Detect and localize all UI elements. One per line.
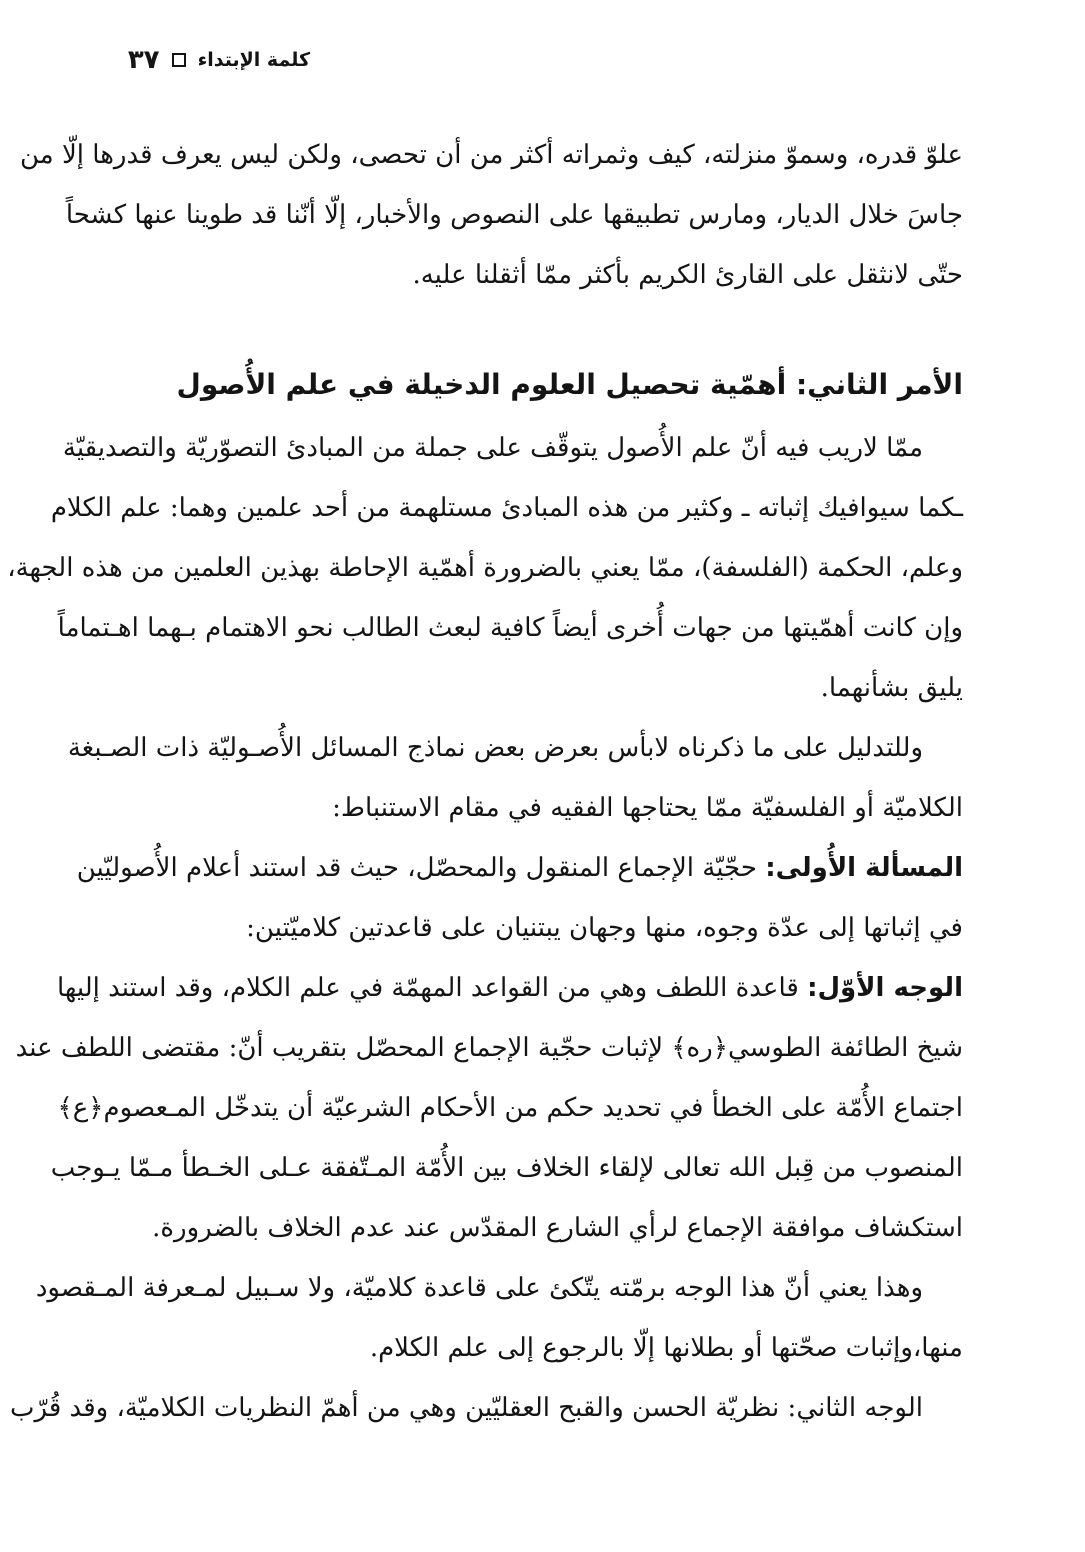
text-line: الكلاميّة أو الفلسفيّة ممّا يحتاجها الفقيه في مقام الاستنباط: [332, 793, 963, 823]
issue-one-term: المسألة الأُولى: [765, 853, 963, 883]
text-line: منها،وإثبات صحّتها أو بطلانها إلّا بالرجوع إلى علم الكلام. [369, 1333, 963, 1363]
text-line: وعلم، الحكمة (الفلسفة)، ممّا يعني بالضرورة أهمّية الإحاطة بهذين العلمين من هذه الجهة، [7, 553, 963, 583]
text-line: جاسَ خلال الديار، ومارس تطبيقها على النصوص والأخبار، إلّا أنّنا قد طوينا عنها كشحاً [65, 200, 963, 230]
issue-one-text: حجّيّة الإجماع المنقول والمحصّل، حيث قد استند أعلام الأُصوليّين [76, 853, 757, 883]
aspect-one-text: قاعدة اللطف وهي من القواعد المهمّة في علم الكلام، وقد استند إليها [56, 973, 799, 1003]
text-line: شيخ الطائفة الطوسي﴿ره﴾ لإثبات حجّية الإجماع المحصّل بتقريب أنّ: مقتضى اللطف عند [15, 1033, 963, 1063]
main-body [7, 418, 963, 1438]
aspect-one-line [56, 958, 963, 1018]
text-line: اجتماع الأُمّة على الخطأ في تحديد حكم من الأحكام الشرعيّة أن يتدخّل المـعصوم﴿ع﴾ [57, 1093, 963, 1123]
text-line: حتّى لانثقل على القارئ الكريم بأكثر ممّا أثقلنا عليه. [412, 260, 963, 290]
text-line: استكشاف موافقة الإجماع لرأي الشارع المقدّس عند عدم الخلاف بالضرورة. [152, 1213, 963, 1243]
section-heading [122, 350, 963, 420]
text-line: وإن كانت أهمّيتها من جهات أُخرى أيضاً كافية لبعث الطالب نحو الاهتمام بـهما اهـتماماً [57, 613, 963, 643]
page-number: ٣٧ [127, 45, 160, 75]
text-line: ـكما سيوافيك إثباته ـ وكثير من هذه المبادئ مستلهمة من أحد علمين وهما: علم الكلام [50, 493, 963, 523]
issue-one-line [76, 838, 963, 898]
text-line: وللتدليل على ما ذكرناه لابأس بعرض بعض نماذج المسائل الأُصـوليّة ذات الصـبغة [67, 733, 923, 763]
text-line: المنصوب من قِبل الله تعالى لإلقاء الخلاف بين الأُمّة المـتّفقة عـلى الخـطأ مـمّا يـوجب [50, 1153, 963, 1183]
text-line: يليق بشأنهما. [820, 673, 963, 703]
running-head-section-title: كلمة الإبتداء [197, 49, 310, 71]
text-line: الوجه الثاني: نظريّة الحسن والقبح العقليّين وهي من أهمّ النظريات الكلاميّة، وقد قُرّب [10, 1393, 923, 1423]
aspect-one-term: الوجه الأوّل: [807, 973, 963, 1003]
text-line: علوّ قدره، وسموّ منزلته، كيف وثمراته أكثر من أن تحصى، ولكن ليس يعرف قدرها إلّا من [19, 140, 963, 170]
text-line: ممّا لاريب فيه أنّ علم الأُصول يتوقّف على جملة من المبادئ التصوّريّة والتصديقيّة [62, 433, 923, 463]
section-heading-lead: الأمر الثاني: [795, 368, 963, 401]
text-line: وهذا يعني أنّ هذا الوجه برمّته يتّكئ على قاعدة كلاميّة، ولا سـبيل لمـعرفة المـقصود [35, 1273, 923, 1303]
intro-paragraph [19, 125, 963, 305]
square-ornament-icon [172, 53, 186, 67]
section-heading-title: أهمّية تحصيل العلوم الدخيلة في علم الأُصول [176, 368, 787, 401]
text-line: في إثباتها إلى عدّة وجوه، منها وجهان يبتنيان على قاعدتين كلاميّتين: [246, 913, 963, 943]
running-head [110, 40, 310, 80]
